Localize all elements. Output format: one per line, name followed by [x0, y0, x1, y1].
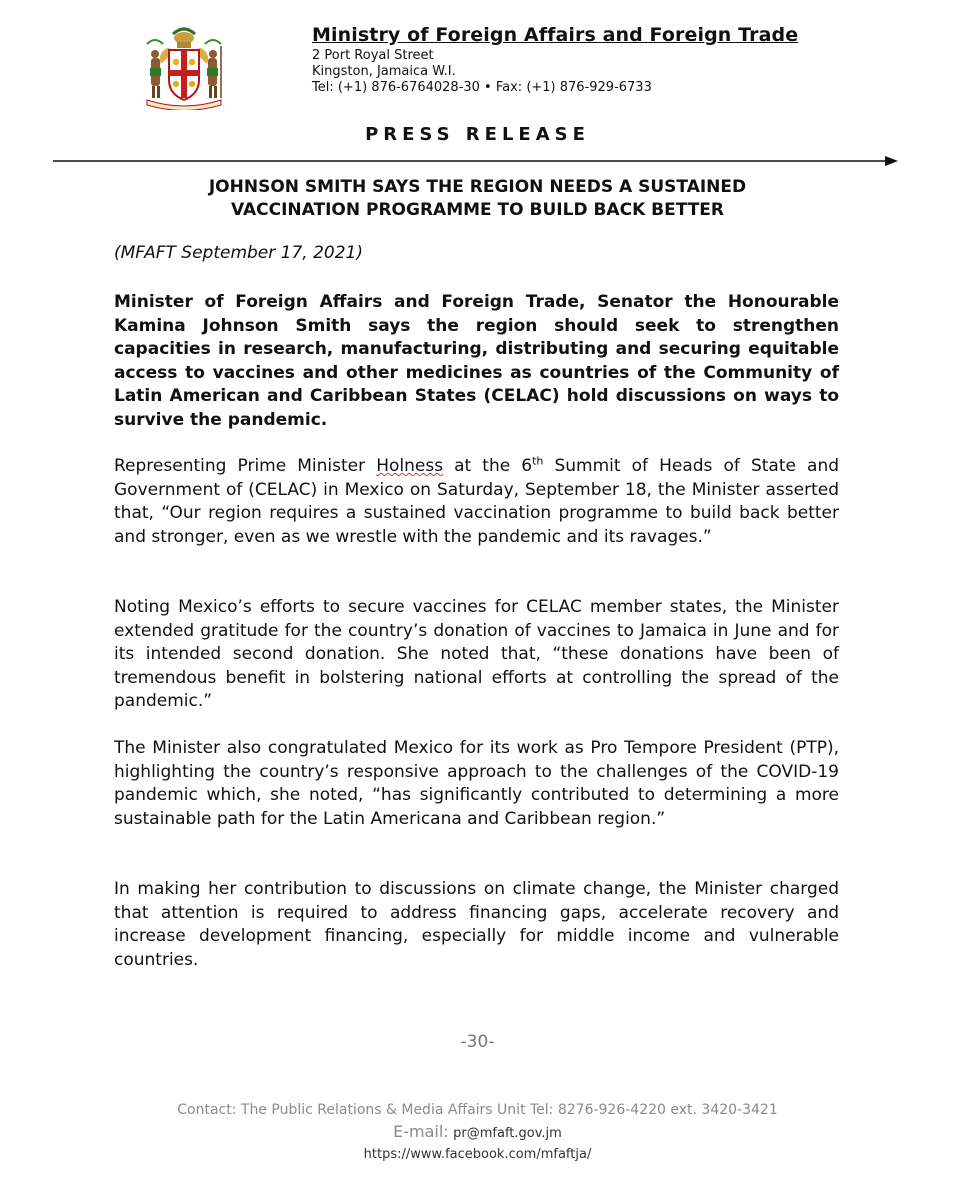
body-paragraph-4: In making her contribution to discussions on climate change, the Minister charged that attention is required to address financing gaps, accelerate recovery and increase development financing, especially for middle income and vulnerable countries. — [114, 879, 839, 970]
phone-fax-line: Tel: (+1) 876-6764028-30 • Fax: (+1) 876-929-6733 — [312, 80, 652, 95]
p1-text-c: Summit of Heads of State and Government of (CELAC) in Mexico on Saturday, September 18, the Minister asserted that, “Our region requires a sustained vaccination programme to build back better and stronger, even as we wrestle with the pandemic and its ravages.” — [114, 456, 840, 547]
footer-email-line — [0, 1121, 955, 1144]
headline-line-2: VACCINATION PROGRAMME TO BUILD BACK BETTER — [230, 200, 725, 220]
letterhead — [312, 24, 798, 96]
p1-holness-word: Holness — [376, 456, 444, 476]
ministry-name: Ministry of Foreign Affairs and Foreign Trade — [312, 24, 799, 46]
headline — [0, 176, 955, 222]
footer — [0, 1100, 955, 1165]
email-label: E-mail: — [393, 1122, 449, 1141]
email-link[interactable]: pr@mfaft.gov.jm — [453, 1126, 562, 1141]
body-paragraph-2: Noting Mexico’s efforts to secure vaccines for CELAC member states, the Minister extended gratitude for the country’s donation of vaccines to Jamaica in June and for its intended second donation. She noted that, “these donations have been of tremendous benefit in bolstering national efforts at controlling the spread of the pandemic.” — [114, 597, 839, 711]
address-line-street: 2 Port Royal Street — [312, 48, 434, 63]
ministry-address — [312, 48, 798, 96]
end-marker: -30- — [460, 1032, 495, 1052]
facebook-link[interactable]: https://www.facebook.com/mfaftja/ — [363, 1147, 592, 1162]
lede-paragraph: Minister of Foreign Affairs and Foreign Trade, Senator the Honourable Kamina Johnson Smith says the region should seek to strengthen capacities in research, manufacturing, distributing and securing equitable access to vaccines and other medicines as countries of the Community of Latin American and Caribbean States (CELAC) hold discussions on ways to survive the pandemic. — [114, 292, 839, 430]
body-paragraph-1 — [114, 455, 839, 549]
footer-contact: Contact: The Public Relations & Media Affairs Unit Tel: 8276-926-4220 ext. 3420-3421 — [177, 1102, 778, 1118]
dateline: (MFAFT September 17, 2021) — [114, 243, 363, 263]
headline-line-1: JOHNSON SMITH SAYS THE REGION NEEDS A SUSTAINED — [208, 177, 747, 197]
p1-text-b: at the 6 — [443, 456, 533, 476]
press-release-label: PRESS RELEASE — [365, 124, 590, 145]
arrow-divider-icon — [53, 154, 898, 168]
p1-superscript: th — [532, 454, 544, 468]
p1-text-a: Representing Prime Minister — [114, 456, 377, 476]
address-line-city: Kingston, Jamaica W.I. — [312, 64, 456, 79]
jamaica-coat-of-arms-icon — [137, 24, 231, 110]
body-paragraph-3: The Minister also congratulated Mexico for its work as Pro Tempore President (PTP), highlighting the country’s responsive approach to the challenges of the COVID-19 pandemic which, she noted, “has significantly contributed to determining a more sustainable path for the Latin Americana and Caribbean region.” — [114, 738, 839, 829]
